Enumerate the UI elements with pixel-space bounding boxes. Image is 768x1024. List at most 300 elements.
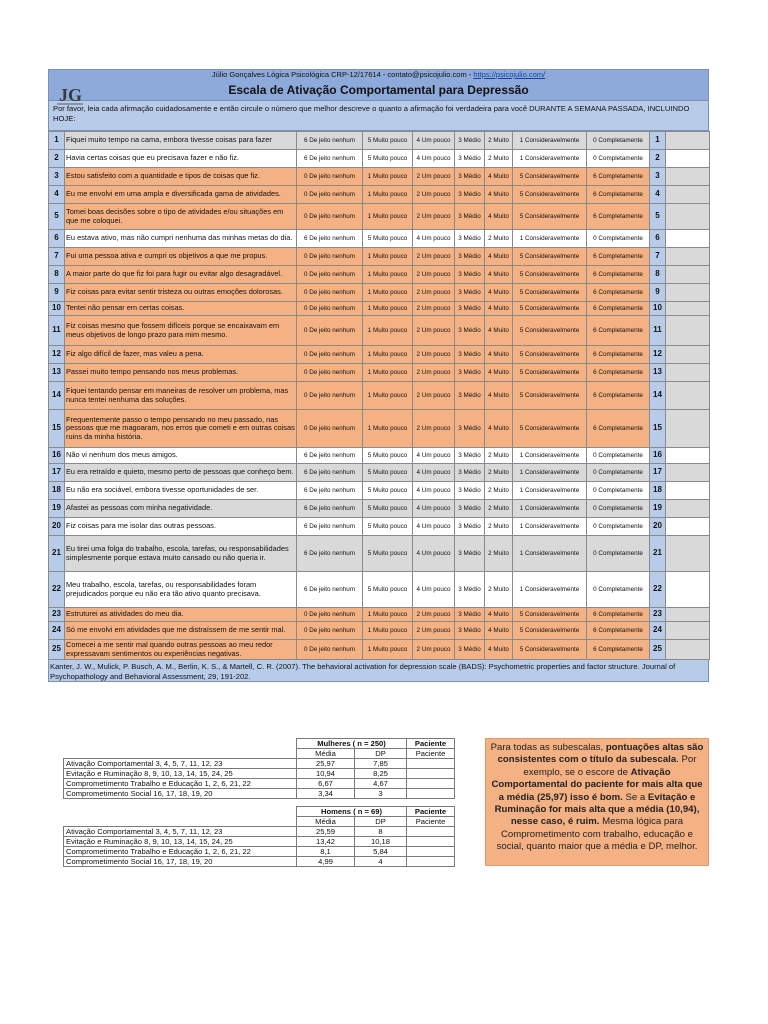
scale-option[interactable]: 1 Consideravelmente <box>513 500 587 518</box>
scale-option[interactable]: 0 De jeito nenhum <box>297 364 363 382</box>
scale-option[interactable]: 0 De jeito nenhum <box>297 346 363 364</box>
scale-option[interactable]: 2 Muito <box>485 132 513 150</box>
col-sd: DP <box>355 817 407 827</box>
scale-option[interactable]: 5 Consideravelmente <box>513 382 587 410</box>
scale-option[interactable]: 4 Muito <box>485 248 513 266</box>
item-row <box>49 500 710 518</box>
scale-option[interactable]: 0 Completamente <box>587 448 650 464</box>
scale-option[interactable]: 2 Um pouco <box>413 204 455 230</box>
scale-option[interactable]: 5 Consideravelmente <box>513 364 587 382</box>
subscale-label: Comprometimento Social 16, 17, 18, 19, 20 <box>64 789 297 799</box>
instructions: Por favor, leia cada afirmação cuidadosamente e então circule o número que melhor descreve o quanto a afirmação foi verdadeira para você DURANTE A SEMANA PASSADA, INCLUINDO HOJE: <box>48 101 709 131</box>
answer-cell[interactable] <box>666 168 710 186</box>
subscale-label: Evitação e Ruminação 8, 9, 10, 13, 14, 15, 24, 25 <box>64 837 297 847</box>
scale-option[interactable]: 1 Consideravelmente <box>513 150 587 168</box>
item-row <box>49 168 710 186</box>
item-text: A maior parte do que fiz foi para fugir ou evitar algo desagradável. <box>65 266 297 284</box>
item-row <box>49 266 710 284</box>
scale-option[interactable]: 6 Completamente <box>587 608 650 622</box>
answer-cell[interactable] <box>666 346 710 364</box>
scale-option[interactable]: 6 De jeito nenhum <box>297 518 363 536</box>
scale-option[interactable]: 2 Um pouco <box>413 284 455 302</box>
scale-option[interactable]: 4 Muito <box>485 346 513 364</box>
item-number-right: 5 <box>650 204 666 230</box>
patient-score-cell[interactable] <box>407 857 455 867</box>
scale-option[interactable]: 5 Muito pouco <box>363 500 413 518</box>
scale-option[interactable]: 0 De jeito nenhum <box>297 622 363 640</box>
item-text: Frequentemente passo o tempo pensando no meu passado, nas pessoas que me magoaram, nos erros que cometi e em outras coisas ruins da minha história. <box>65 410 297 448</box>
item-number-right: 24 <box>650 622 666 640</box>
scale-option[interactable]: 1 Muito pouco <box>363 204 413 230</box>
scale-option[interactable]: 2 Muito <box>485 448 513 464</box>
scale-option[interactable]: 0 Completamente <box>587 464 650 482</box>
scale-option[interactable]: 3 Médio <box>455 230 485 248</box>
scale-option[interactable]: 1 Consideravelmente <box>513 464 587 482</box>
scale-option[interactable]: 1 Muito pouco <box>363 168 413 186</box>
scale-option[interactable]: 2 Um pouco <box>413 266 455 284</box>
item-text: Eu era retraído e quieto, mesmo perto de pessoas que conheço bem. <box>65 464 297 482</box>
item-row <box>49 382 710 410</box>
scale-option[interactable]: 6 Completamente <box>587 204 650 230</box>
scale-option[interactable]: 4 Muito <box>485 608 513 622</box>
answer-cell[interactable] <box>666 132 710 150</box>
scale-option[interactable]: 5 Consideravelmente <box>513 186 587 204</box>
col-patient: Paciente <box>407 749 455 759</box>
scale-option[interactable]: 0 Completamente <box>587 500 650 518</box>
scale-option[interactable]: 6 Completamente <box>587 186 650 204</box>
scale-option[interactable]: 5 Muito pouco <box>363 536 413 572</box>
scale-option[interactable]: 3 Médio <box>455 464 485 482</box>
items-table <box>48 131 710 660</box>
scale-option[interactable]: 5 Consideravelmente <box>513 410 587 448</box>
scale-option[interactable]: 2 Um pouco <box>413 364 455 382</box>
scale-option[interactable]: 0 De jeito nenhum <box>297 302 363 316</box>
scale-option[interactable]: 3 Médio <box>455 266 485 284</box>
scale-option[interactable]: 6 De jeito nenhum <box>297 482 363 500</box>
answer-cell[interactable] <box>666 518 710 536</box>
women-group-header: Mulheres ( n = 250) <box>297 739 407 749</box>
scale-option[interactable]: 4 Um pouco <box>413 132 455 150</box>
scale-option[interactable]: 1 Muito pouco <box>363 248 413 266</box>
scale-option[interactable]: 5 Muito pouco <box>363 230 413 248</box>
scale-option[interactable]: 3 Médio <box>455 640 485 660</box>
patient-score-cell[interactable] <box>407 847 455 857</box>
scale-option[interactable]: 5 Muito pouco <box>363 482 413 500</box>
scale-option[interactable]: 3 Médio <box>455 608 485 622</box>
scale-option[interactable]: 6 Completamente <box>587 622 650 640</box>
item-text: Não vi nenhum dos meus amigos. <box>65 448 297 464</box>
scale-option[interactable]: 5 Consideravelmente <box>513 266 587 284</box>
item-number: 18 <box>49 482 65 500</box>
answer-cell[interactable] <box>666 230 710 248</box>
scale-option[interactable]: 2 Um pouco <box>413 640 455 660</box>
answer-cell[interactable] <box>666 302 710 316</box>
scale-option[interactable]: 2 Muito <box>485 518 513 536</box>
scale-option[interactable]: 2 Um pouco <box>413 316 455 346</box>
scale-option[interactable]: 3 Médio <box>455 382 485 410</box>
scale-option[interactable]: 4 Muito <box>485 364 513 382</box>
item-number-right: 17 <box>650 464 666 482</box>
scale-option[interactable]: 0 De jeito nenhum <box>297 382 363 410</box>
scale-option[interactable]: 6 De jeito nenhum <box>297 448 363 464</box>
scale-option[interactable]: 3 Médio <box>455 518 485 536</box>
item-number-right: 2 <box>650 150 666 168</box>
scale-option[interactable]: 3 Médio <box>455 168 485 186</box>
scale-option[interactable]: 1 Muito pouco <box>363 266 413 284</box>
item-text: Eu não era sociável, embora tivesse oportunidades de ser. <box>65 482 297 500</box>
scale-option[interactable]: 3 Médio <box>455 572 485 608</box>
item-number-right: 21 <box>650 536 666 572</box>
item-row <box>49 536 710 572</box>
patient-score-cell[interactable] <box>407 769 455 779</box>
scale-option[interactable]: 1 Muito pouco <box>363 382 413 410</box>
scale-option[interactable]: 6 Completamente <box>587 382 650 410</box>
norms-row <box>64 827 455 837</box>
scale-option[interactable]: 0 Completamente <box>587 572 650 608</box>
item-number-right: 1 <box>650 132 666 150</box>
scale-option[interactable]: 0 Completamente <box>587 482 650 500</box>
interpretation-note <box>485 738 709 866</box>
scale-option[interactable]: 6 Completamente <box>587 284 650 302</box>
scale-option[interactable]: 5 Consideravelmente <box>513 284 587 302</box>
patient-score-cell[interactable] <box>407 827 455 837</box>
item-row <box>49 482 710 500</box>
scale-option[interactable]: 0 De jeito nenhum <box>297 316 363 346</box>
scale-option[interactable]: 3 Médio <box>455 186 485 204</box>
patient-score-cell[interactable] <box>407 759 455 769</box>
item-number-right: 8 <box>650 266 666 284</box>
scale-option[interactable]: 4 Um pouco <box>413 464 455 482</box>
scale-option[interactable]: 0 Completamente <box>587 230 650 248</box>
scale-option[interactable]: 4 Um pouco <box>413 482 455 500</box>
scale-option[interactable]: 2 Um pouco <box>413 302 455 316</box>
scale-option[interactable]: 5 Muito pouco <box>363 464 413 482</box>
scale-option[interactable]: 6 Completamente <box>587 302 650 316</box>
item-text: Afastei as pessoas com minha negatividade. <box>65 500 297 518</box>
scale-option[interactable]: 1 Muito pouco <box>363 640 413 660</box>
norms-row <box>64 759 455 769</box>
scale-option[interactable]: 1 Consideravelmente <box>513 536 587 572</box>
scale-option[interactable]: 2 Um pouco <box>413 346 455 364</box>
item-number: 1 <box>49 132 65 150</box>
scale-option[interactable]: 4 Muito <box>485 622 513 640</box>
item-row <box>49 364 710 382</box>
scale-option[interactable]: 5 Muito pouco <box>363 572 413 608</box>
scale-option[interactable]: 0 De jeito nenhum <box>297 284 363 302</box>
item-text: Fiz coisas para me isolar das outras pessoas. <box>65 518 297 536</box>
scale-option[interactable]: 0 De jeito nenhum <box>297 186 363 204</box>
scale-option[interactable]: 6 Completamente <box>587 364 650 382</box>
scale-option[interactable]: 3 Médio <box>455 346 485 364</box>
scale-option[interactable]: 6 Completamente <box>587 316 650 346</box>
item-number: 10 <box>49 302 65 316</box>
scale-option[interactable]: 1 Consideravelmente <box>513 482 587 500</box>
item-number: 11 <box>49 316 65 346</box>
answer-cell[interactable] <box>666 536 710 572</box>
scale-option[interactable]: 5 Consideravelmente <box>513 622 587 640</box>
item-text: Eu tirei uma folga do trabalho, escola, tarefas, ou responsabilidades simplesmente porque estava muito cansado ou não queria ir. <box>65 536 297 572</box>
scale-option[interactable]: 1 Muito pouco <box>363 284 413 302</box>
norms-row <box>64 789 455 799</box>
scale-option[interactable]: 3 Médio <box>455 316 485 346</box>
scale-option[interactable]: 5 Consideravelmente <box>513 316 587 346</box>
website-link[interactable]: https://psicojulio.com/ <box>473 70 546 79</box>
item-number-right: 13 <box>650 364 666 382</box>
scale-option[interactable]: 5 Consideravelmente <box>513 248 587 266</box>
scale-option[interactable]: 4 Muito <box>485 640 513 660</box>
scale-option[interactable]: 1 Muito pouco <box>363 364 413 382</box>
scale-option[interactable]: 1 Consideravelmente <box>513 448 587 464</box>
scale-option[interactable]: 4 Muito <box>485 382 513 410</box>
answer-cell[interactable] <box>666 464 710 482</box>
scale-option[interactable]: 1 Muito pouco <box>363 346 413 364</box>
scale-option[interactable]: 0 Completamente <box>587 536 650 572</box>
scale-option[interactable]: 4 Um pouco <box>413 536 455 572</box>
answer-cell[interactable] <box>666 186 710 204</box>
answer-cell[interactable] <box>666 382 710 410</box>
scale-option[interactable]: 0 Completamente <box>587 132 650 150</box>
scale-option[interactable]: 1 Consideravelmente <box>513 572 587 608</box>
item-number: 2 <box>49 150 65 168</box>
item-number-right: 23 <box>650 608 666 622</box>
scale-option[interactable]: 4 Muito <box>485 266 513 284</box>
scale-option[interactable]: 2 Muito <box>485 500 513 518</box>
answer-cell[interactable] <box>666 150 710 168</box>
item-text: Tomei boas decisões sobre o tipo de atividades e/ou situações em que me coloquei. <box>65 204 297 230</box>
scale-option[interactable]: 3 Médio <box>455 302 485 316</box>
answer-cell[interactable] <box>666 266 710 284</box>
item-number: 14 <box>49 382 65 410</box>
patient-score-cell[interactable] <box>407 789 455 799</box>
subscale-label: Comprometimento Trabalho e Educação 1, 2, 6, 21, 22 <box>64 779 297 789</box>
item-row <box>49 346 710 364</box>
scale-option[interactable]: 3 Médio <box>455 410 485 448</box>
scale-option[interactable]: 5 Consideravelmente <box>513 204 587 230</box>
item-text: Fui uma pessoa ativa e cumpri os objetivos a que me propus. <box>65 248 297 266</box>
scale-option[interactable]: 5 Consideravelmente <box>513 302 587 316</box>
scale-option[interactable]: 4 Muito <box>485 410 513 448</box>
answer-cell[interactable] <box>666 640 710 660</box>
scale-option[interactable]: 3 Médio <box>455 248 485 266</box>
scale-option[interactable]: 4 Muito <box>485 204 513 230</box>
item-row <box>49 410 710 448</box>
scale-option[interactable]: 3 Médio <box>455 536 485 572</box>
scale-option[interactable]: 4 Muito <box>485 186 513 204</box>
scale-option[interactable]: 2 Muito <box>485 536 513 572</box>
note-bold: Evitação e Ruminação for mais alta que a média (10,94), nesse caso, é ruim. <box>494 791 700 828</box>
scale-option[interactable]: 3 Médio <box>455 448 485 464</box>
item-number-right: 4 <box>650 186 666 204</box>
scale-option[interactable]: 1 Muito pouco <box>363 302 413 316</box>
item-row <box>49 132 710 150</box>
scale-option[interactable]: 1 Muito pouco <box>363 608 413 622</box>
scale-option[interactable]: 3 Médio <box>455 500 485 518</box>
scale-option[interactable]: 5 Consideravelmente <box>513 608 587 622</box>
answer-cell[interactable] <box>666 482 710 500</box>
scale-option[interactable]: 6 De jeito nenhum <box>297 150 363 168</box>
item-number-right: 3 <box>650 168 666 186</box>
scale-option[interactable]: 2 Um pouco <box>413 622 455 640</box>
norms-row <box>64 847 455 857</box>
answer-cell[interactable] <box>666 572 710 608</box>
answer-cell[interactable] <box>666 608 710 622</box>
sd-value: 8,25 <box>355 769 407 779</box>
item-number: 25 <box>49 640 65 660</box>
scale-option[interactable]: 0 De jeito nenhum <box>297 266 363 284</box>
scale-option[interactable]: 4 Um pouco <box>413 572 455 608</box>
scale-option[interactable]: 6 Completamente <box>587 248 650 266</box>
item-number: 19 <box>49 500 65 518</box>
scale-option[interactable]: 3 Médio <box>455 364 485 382</box>
scale-option[interactable]: 5 Muito pouco <box>363 132 413 150</box>
scale-option[interactable]: 0 De jeito nenhum <box>297 608 363 622</box>
item-row <box>49 640 710 660</box>
scale-option[interactable]: 4 Muito <box>485 316 513 346</box>
item-row <box>49 150 710 168</box>
item-number: 4 <box>49 186 65 204</box>
men-patient-header: Paciente <box>407 807 455 817</box>
mean-value: 10,94 <box>297 769 355 779</box>
sd-value: 10,18 <box>355 837 407 847</box>
scale-option[interactable]: 3 Médio <box>455 482 485 500</box>
scale-option[interactable]: 5 Consideravelmente <box>513 346 587 364</box>
scale-option[interactable]: 0 De jeito nenhum <box>297 640 363 660</box>
scale-option[interactable]: 1 Consideravelmente <box>513 132 587 150</box>
answer-cell[interactable] <box>666 448 710 464</box>
item-number: 22 <box>49 572 65 608</box>
scale-option[interactable]: 6 De jeito nenhum <box>297 500 363 518</box>
scale-option[interactable]: 6 Completamente <box>587 640 650 660</box>
contact-text: Júlio Gonçalves Lógica Psicológica CRP-12/17614 - contato@psicojulio.com - <box>211 70 474 79</box>
scale-option[interactable]: 4 Um pouco <box>413 230 455 248</box>
scale-option[interactable]: 4 Um pouco <box>413 500 455 518</box>
scale-option[interactable]: 6 Completamente <box>587 266 650 284</box>
scale-option[interactable]: 0 De jeito nenhum <box>297 410 363 448</box>
col-sd: DP <box>355 749 407 759</box>
scale-option[interactable]: 1 Consideravelmente <box>513 230 587 248</box>
answer-cell[interactable] <box>666 622 710 640</box>
scale-sheet <box>48 69 709 682</box>
item-number-right: 20 <box>650 518 666 536</box>
scale-option[interactable]: 2 Muito <box>485 150 513 168</box>
item-text: Fiquei muito tempo na cama, embora tivesse coisas para fazer <box>65 132 297 150</box>
patient-score-cell[interactable] <box>407 837 455 847</box>
norms-row <box>64 779 455 789</box>
scale-option[interactable]: 1 Consideravelmente <box>513 518 587 536</box>
answer-cell[interactable] <box>666 316 710 346</box>
scale-option[interactable]: 2 Um pouco <box>413 382 455 410</box>
page-title: Escala de Ativação Comportamental para Depressão <box>228 83 529 97</box>
answer-cell[interactable] <box>666 364 710 382</box>
scale-option[interactable]: 1 Muito pouco <box>363 316 413 346</box>
scale-option[interactable]: 3 Médio <box>455 284 485 302</box>
item-number-right: 7 <box>650 248 666 266</box>
item-number: 8 <box>49 266 65 284</box>
scale-option[interactable]: 2 Muito <box>485 482 513 500</box>
scale-option[interactable]: 3 Médio <box>455 132 485 150</box>
answer-cell[interactable] <box>666 500 710 518</box>
scale-option[interactable]: 2 Muito <box>485 464 513 482</box>
scale-option[interactable]: 5 Consideravelmente <box>513 640 587 660</box>
item-number-right: 9 <box>650 284 666 302</box>
item-number-right: 18 <box>650 482 666 500</box>
scale-option[interactable]: 4 Muito <box>485 302 513 316</box>
scale-option[interactable]: 6 Completamente <box>587 168 650 186</box>
scale-option[interactable]: 0 Completamente <box>587 518 650 536</box>
scale-option[interactable]: 6 De jeito nenhum <box>297 572 363 608</box>
scale-option[interactable]: 2 Muito <box>485 230 513 248</box>
scale-option[interactable]: 5 Muito pouco <box>363 518 413 536</box>
item-number: 7 <box>49 248 65 266</box>
scale-option[interactable]: 6 Completamente <box>587 410 650 448</box>
scale-option[interactable]: 5 Muito pouco <box>363 150 413 168</box>
item-text: Tentei não pensar em certas coisas. <box>65 302 297 316</box>
scale-option[interactable]: 5 Consideravelmente <box>513 168 587 186</box>
answer-cell[interactable] <box>666 410 710 448</box>
scale-option[interactable]: 6 Completamente <box>587 346 650 364</box>
item-number: 12 <box>49 346 65 364</box>
item-number: 9 <box>49 284 65 302</box>
scale-option[interactable]: 2 Muito <box>485 572 513 608</box>
answer-cell[interactable] <box>666 284 710 302</box>
scale-option[interactable]: 0 Completamente <box>587 150 650 168</box>
scale-option[interactable]: 4 Muito <box>485 284 513 302</box>
scale-option[interactable]: 3 Médio <box>455 622 485 640</box>
scale-option[interactable]: 1 Muito pouco <box>363 410 413 448</box>
scale-option[interactable]: 0 De jeito nenhum <box>297 168 363 186</box>
scale-option[interactable]: 3 Médio <box>455 204 485 230</box>
item-text: Estou satisfeito com a quantidade e tipos de coisas que fiz. <box>65 168 297 186</box>
scale-option[interactable]: 2 Um pouco <box>413 168 455 186</box>
scale-option[interactable]: 3 Médio <box>455 150 485 168</box>
scale-option[interactable]: 4 Um pouco <box>413 150 455 168</box>
item-number-right: 11 <box>650 316 666 346</box>
scale-option[interactable]: 1 Muito pouco <box>363 622 413 640</box>
item-number: 13 <box>49 364 65 382</box>
scale-option[interactable]: 2 Um pouco <box>413 186 455 204</box>
scale-option[interactable]: 6 De jeito nenhum <box>297 536 363 572</box>
answer-cell[interactable] <box>666 248 710 266</box>
scale-option[interactable]: 2 Um pouco <box>413 608 455 622</box>
item-text: Só me envolvi em atividades que me distraíssem de me sentir mal. <box>65 622 297 640</box>
scale-option[interactable]: 6 De jeito nenhum <box>297 230 363 248</box>
scale-option[interactable]: 4 Muito <box>485 168 513 186</box>
item-row <box>49 448 710 464</box>
item-number-right: 6 <box>650 230 666 248</box>
scale-option[interactable]: 1 Muito pouco <box>363 186 413 204</box>
scale-option[interactable]: 0 De jeito nenhum <box>297 204 363 230</box>
subscale-label: Comprometimento Social 16, 17, 18, 19, 20 <box>64 857 297 867</box>
scale-option[interactable]: 6 De jeito nenhum <box>297 464 363 482</box>
note-text: Mesma lógica para Comprometimento com trabalho, educação e social, quanto maior que a média e DP, melhor. <box>496 816 698 853</box>
title-bar <box>48 79 709 105</box>
patient-score-cell[interactable] <box>407 779 455 789</box>
scale-option[interactable]: 0 De jeito nenhum <box>297 248 363 266</box>
item-number: 20 <box>49 518 65 536</box>
scale-option[interactable]: 4 Um pouco <box>413 518 455 536</box>
note-bold: pontuações altas são consistentes com o título da subescala <box>497 742 704 766</box>
item-text: Fiz coisas mesmo que fossem difíceis porque se encaixavam em meus objetivos de longo prazo para mim mesmo. <box>65 316 297 346</box>
scale-option[interactable]: 2 Um pouco <box>413 248 455 266</box>
answer-cell[interactable] <box>666 204 710 230</box>
scale-option[interactable]: 4 Um pouco <box>413 448 455 464</box>
scale-option[interactable]: 2 Um pouco <box>413 410 455 448</box>
mean-value: 3,34 <box>297 789 355 799</box>
scale-option[interactable]: 6 De jeito nenhum <box>297 132 363 150</box>
scale-option[interactable]: 5 Muito pouco <box>363 448 413 464</box>
subscale-label: Evitação e Ruminação 8, 9, 10, 13, 14, 15, 24, 25 <box>64 769 297 779</box>
subscale-label: Ativação Comportamental 3, 4, 5, 7, 11, 12, 23 <box>64 827 297 837</box>
